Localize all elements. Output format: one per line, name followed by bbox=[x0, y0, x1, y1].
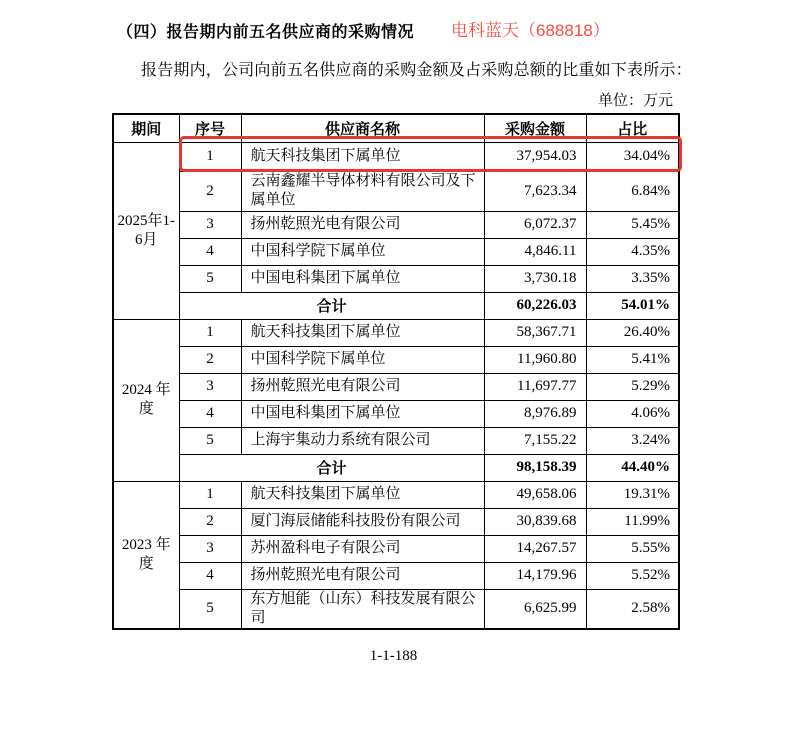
supplier-cell: 上海宇集动力系统有限公司 bbox=[241, 427, 484, 454]
supplier-cell: 中国电科集团下属单位 bbox=[241, 265, 484, 292]
ratio-cell: 11.99% bbox=[586, 508, 679, 535]
total-ratio-cell: 44.40% bbox=[586, 454, 679, 481]
ratio-cell: 26.40% bbox=[586, 319, 679, 346]
table-row bbox=[113, 481, 679, 508]
rank-cell: 1 bbox=[179, 481, 241, 508]
table-row bbox=[113, 535, 679, 562]
rank-cell: 5 bbox=[179, 265, 241, 292]
total-amount-cell: 98,158.39 bbox=[484, 454, 586, 481]
supplier-cell: 东方旭能（山东）科技发展有限公司 bbox=[241, 589, 484, 629]
total-row bbox=[113, 292, 679, 319]
rank-cell: 3 bbox=[179, 373, 241, 400]
top-suppliers-table bbox=[112, 113, 680, 630]
section-title: （四）报告期内前五名供应商的采购情况 bbox=[117, 24, 415, 41]
supplier-cell: 航天科技集团下属单位 bbox=[241, 481, 484, 508]
unit-note: 单位：万元 bbox=[597, 93, 673, 109]
ratio-cell: 19.31% bbox=[586, 481, 679, 508]
rank-cell: 4 bbox=[179, 562, 241, 589]
ratio-cell: 5.29% bbox=[586, 373, 679, 400]
supplier-cell: 中国电科集团下属单位 bbox=[241, 400, 484, 427]
amount-cell: 6,625.99 bbox=[484, 589, 586, 629]
supplier-cell: 厦门海辰储能科技股份有限公司 bbox=[241, 508, 484, 535]
table-header-row bbox=[113, 114, 679, 142]
col-header-index: 序号 bbox=[179, 114, 241, 142]
rank-cell: 3 bbox=[179, 535, 241, 562]
rank-cell: 4 bbox=[179, 238, 241, 265]
col-header-ratio: 占比 bbox=[586, 114, 679, 142]
amount-cell: 30,839.68 bbox=[484, 508, 586, 535]
col-header-amount: 采购金额 bbox=[484, 114, 586, 142]
period-cell-2025h1: 2025年1-6月 bbox=[113, 142, 179, 319]
period-cell-2023: 2023 年度 bbox=[113, 481, 179, 629]
ratio-cell: 4.35% bbox=[586, 238, 679, 265]
rank-cell: 1 bbox=[179, 319, 241, 346]
table-row bbox=[113, 508, 679, 535]
total-row bbox=[113, 454, 679, 481]
rank-cell: 2 bbox=[179, 346, 241, 373]
amount-cell: 49,658.06 bbox=[484, 481, 586, 508]
rank-cell: 5 bbox=[179, 427, 241, 454]
table-row bbox=[113, 319, 679, 346]
amount-cell: 11,960.80 bbox=[484, 346, 586, 373]
amount-cell: 8,976.89 bbox=[484, 400, 586, 427]
amount-cell: 4,846.11 bbox=[484, 238, 586, 265]
rank-cell: 4 bbox=[179, 400, 241, 427]
table-row bbox=[113, 142, 679, 171]
table-row bbox=[113, 211, 679, 238]
supplier-cell: 中国科学院下属单位 bbox=[241, 346, 484, 373]
table-row bbox=[113, 562, 679, 589]
supplier-cell: 扬州乾照光电有限公司 bbox=[241, 373, 484, 400]
table-row bbox=[113, 589, 679, 629]
amount-cell: 58,367.71 bbox=[484, 319, 586, 346]
rank-cell: 1 bbox=[179, 142, 241, 171]
table-row bbox=[113, 346, 679, 373]
stock-ticker-label: 电科蓝天（688818） bbox=[451, 21, 610, 40]
period-cell-2024: 2024 年度 bbox=[113, 319, 179, 481]
ratio-cell: 3.24% bbox=[586, 427, 679, 454]
rank-cell: 2 bbox=[179, 171, 241, 211]
amount-cell: 37,954.03 bbox=[484, 142, 586, 171]
ratio-cell: 4.06% bbox=[586, 400, 679, 427]
supplier-cell: 航天科技集团下属单位 bbox=[241, 319, 484, 346]
col-header-supplier: 供应商名称 bbox=[241, 114, 484, 142]
amount-cell: 11,697.77 bbox=[484, 373, 586, 400]
page-number: 1-1-188 bbox=[369, 648, 418, 664]
total-amount-cell: 60,226.03 bbox=[484, 292, 586, 319]
rank-cell: 2 bbox=[179, 508, 241, 535]
supplier-cell: 航天科技集团下属单位 bbox=[241, 142, 484, 171]
ratio-cell: 5.52% bbox=[586, 562, 679, 589]
ratio-cell: 5.45% bbox=[586, 211, 679, 238]
table-row bbox=[113, 400, 679, 427]
ratio-cell: 34.04% bbox=[586, 142, 679, 171]
intro-paragraph: 报告期内，公司向前五名供应商的采购金额及占采购总额的比重如下表所示： bbox=[141, 62, 692, 79]
amount-cell: 14,179.96 bbox=[484, 562, 586, 589]
amount-cell: 6,072.37 bbox=[484, 211, 586, 238]
ratio-cell: 2.58% bbox=[586, 589, 679, 629]
ratio-cell: 5.41% bbox=[586, 346, 679, 373]
amount-cell: 3,730.18 bbox=[484, 265, 586, 292]
supplier-cell: 中国科学院下属单位 bbox=[241, 238, 484, 265]
supplier-cell: 扬州乾照光电有限公司 bbox=[241, 211, 484, 238]
total-label-cell: 合计 bbox=[179, 292, 484, 319]
supplier-cell: 苏州盈科电子有限公司 bbox=[241, 535, 484, 562]
rank-cell: 3 bbox=[179, 211, 241, 238]
ratio-cell: 5.55% bbox=[586, 535, 679, 562]
table-row bbox=[113, 171, 679, 211]
table-row bbox=[113, 265, 679, 292]
amount-cell: 14,267.57 bbox=[484, 535, 586, 562]
col-header-period: 期间 bbox=[113, 114, 179, 142]
total-label-cell: 合计 bbox=[179, 454, 484, 481]
ratio-cell: 3.35% bbox=[586, 265, 679, 292]
table-row bbox=[113, 373, 679, 400]
total-ratio-cell: 54.01% bbox=[586, 292, 679, 319]
amount-cell: 7,623.34 bbox=[484, 171, 586, 211]
amount-cell: 7,155.22 bbox=[484, 427, 586, 454]
ratio-cell: 6.84% bbox=[586, 171, 679, 211]
table-row bbox=[113, 238, 679, 265]
supplier-cell: 云南鑫耀半导体材料有限公司及下属单位 bbox=[241, 171, 484, 211]
supplier-cell: 扬州乾照光电有限公司 bbox=[241, 562, 484, 589]
rank-cell: 5 bbox=[179, 589, 241, 629]
table-row bbox=[113, 427, 679, 454]
